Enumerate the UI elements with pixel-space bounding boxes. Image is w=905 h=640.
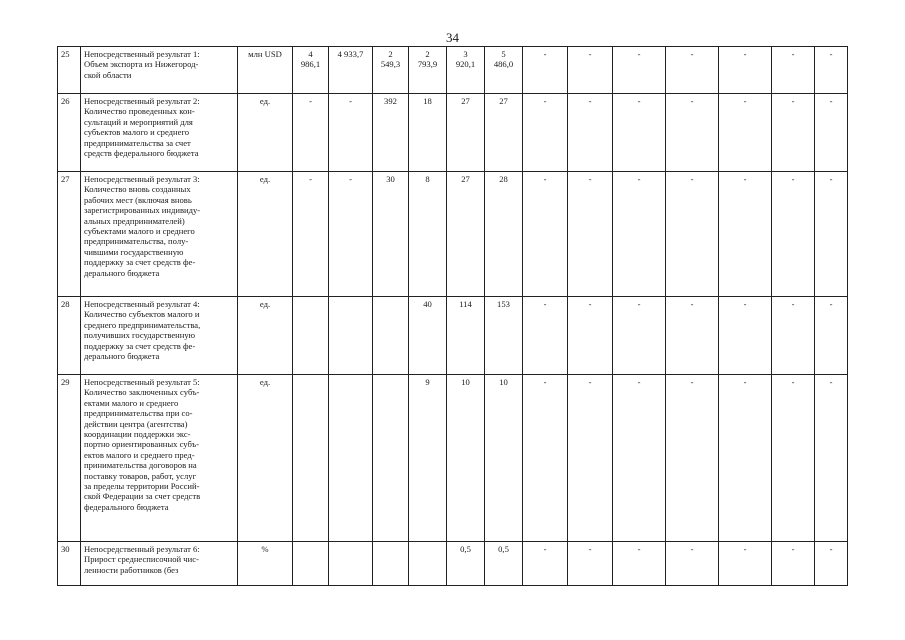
value-cell: -: [568, 542, 613, 586]
value-cell: -: [772, 94, 815, 172]
value-cell: -: [815, 94, 848, 172]
value-cell: [329, 375, 373, 542]
value-cell: -: [719, 94, 772, 172]
value-cell: -: [815, 172, 848, 297]
value-cell: -: [329, 94, 373, 172]
value-cell: -: [293, 172, 329, 297]
value-cell: 392: [373, 94, 409, 172]
value-cell: 18: [409, 94, 447, 172]
row-number: 28: [58, 297, 81, 375]
value-cell: -: [815, 542, 848, 586]
value-cell: -: [568, 375, 613, 542]
value-cell: -: [523, 375, 568, 542]
value-cell: -: [523, 297, 568, 375]
value-cell: -: [719, 375, 772, 542]
value-cell: -: [613, 172, 666, 297]
value-cell: [373, 375, 409, 542]
unit-cell: ед.: [238, 297, 293, 375]
row-number: 30: [58, 542, 81, 586]
value-cell: -: [719, 47, 772, 94]
value-cell: 2 549,3: [373, 47, 409, 94]
value-cell: 114: [447, 297, 485, 375]
value-cell: -: [719, 297, 772, 375]
value-cell: -: [772, 172, 815, 297]
value-cell: [329, 542, 373, 586]
value-cell: 28: [485, 172, 523, 297]
value-cell: -: [329, 172, 373, 297]
value-cell: 8: [409, 172, 447, 297]
table-row: [58, 542, 848, 586]
page-number: 34: [446, 30, 459, 45]
value-cell: -: [568, 297, 613, 375]
value-cell: 2 793,9: [409, 47, 447, 94]
value-cell: -: [719, 542, 772, 586]
value-cell: -: [523, 542, 568, 586]
indicator-description: Непосредственный результат 5: Количество заключенных субъ- ектами малого и среднего предпринимательства при со- действии центра (агентства) координации поддержки экс- портно ориентированных субъ- ектов малого и среднего пред- принимательства договоров на поставку товаров, работ, услуг за пределы территории Россий- ской Федерации за счет средств федерального бюджета: [81, 375, 238, 542]
value-cell: -: [666, 47, 719, 94]
indicators-table: [57, 46, 848, 586]
value-cell: -: [666, 375, 719, 542]
value-cell: [293, 542, 329, 586]
value-cell: 10: [485, 375, 523, 542]
value-cell: -: [613, 375, 666, 542]
table-row: [58, 297, 848, 375]
unit-cell: ед.: [238, 375, 293, 542]
row-number: 26: [58, 94, 81, 172]
table-row: [58, 47, 848, 94]
unit-cell: %: [238, 542, 293, 586]
value-cell: -: [523, 172, 568, 297]
value-cell: -: [568, 94, 613, 172]
value-cell: -: [815, 47, 848, 94]
value-cell: 10: [447, 375, 485, 542]
value-cell: -: [772, 297, 815, 375]
value-cell: -: [772, 47, 815, 94]
unit-cell: ед.: [238, 172, 293, 297]
unit-cell: млн USD: [238, 47, 293, 94]
value-cell: -: [613, 94, 666, 172]
value-cell: 5 486,0: [485, 47, 523, 94]
value-cell: 4 986,1: [293, 47, 329, 94]
indicator-description: Непосредственный результат 1: Объем экспорта из Нижегород- ской области: [81, 47, 238, 94]
table-row: [58, 172, 848, 297]
value-cell: [409, 542, 447, 586]
value-cell: 30: [373, 172, 409, 297]
value-cell: -: [666, 172, 719, 297]
value-cell: -: [772, 542, 815, 586]
value-cell: [293, 297, 329, 375]
value-cell: 3 920,1: [447, 47, 485, 94]
indicator-description: Непосредственный результат 2: Количество проведенных кон- сультаций и мероприятий для субъектов малого и среднего предпринимательства за счет средств федерального бюджета: [81, 94, 238, 172]
value-cell: 0,5: [447, 542, 485, 586]
value-cell: -: [719, 172, 772, 297]
value-cell: [329, 297, 373, 375]
value-cell: -: [523, 47, 568, 94]
value-cell: 4 933,7: [329, 47, 373, 94]
row-number: 29: [58, 375, 81, 542]
value-cell: -: [666, 542, 719, 586]
value-cell: -: [568, 172, 613, 297]
value-cell: 27: [485, 94, 523, 172]
indicator-description: Непосредственный результат 6: Прирост среднесписочной чис- ленности работников (без: [81, 542, 238, 586]
value-cell: -: [815, 297, 848, 375]
table-row: [58, 94, 848, 172]
value-cell: -: [815, 375, 848, 542]
unit-cell: ед.: [238, 94, 293, 172]
value-cell: -: [666, 94, 719, 172]
indicator-description: Непосредственный результат 3: Количество вновь созданных рабочих мест (включая вновь зарегистрированных индивиду- альных предпринимателей) субъектами малого и среднего предпринимательства, полу- чившими государственную поддержку за счет средств фе- дерального бюджета: [81, 172, 238, 297]
value-cell: 9: [409, 375, 447, 542]
value-cell: 0,5: [485, 542, 523, 586]
value-cell: 40: [409, 297, 447, 375]
value-cell: -: [523, 94, 568, 172]
value-cell: [373, 542, 409, 586]
value-cell: 27: [447, 172, 485, 297]
value-cell: -: [613, 297, 666, 375]
value-cell: -: [293, 94, 329, 172]
value-cell: -: [568, 47, 613, 94]
indicator-description: Непосредственный результат 4: Количество субъектов малого и среднего предпринимательства, получивших государственную поддержку за счет средств фе- дерального бюджета: [81, 297, 238, 375]
value-cell: [293, 375, 329, 542]
value-cell: 153: [485, 297, 523, 375]
value-cell: -: [772, 375, 815, 542]
value-cell: 27: [447, 94, 485, 172]
table-row: [58, 375, 848, 542]
row-number: 25: [58, 47, 81, 94]
value-cell: -: [613, 47, 666, 94]
row-number: 27: [58, 172, 81, 297]
value-cell: [373, 297, 409, 375]
table-body: [58, 47, 848, 586]
value-cell: -: [666, 297, 719, 375]
value-cell: -: [613, 542, 666, 586]
